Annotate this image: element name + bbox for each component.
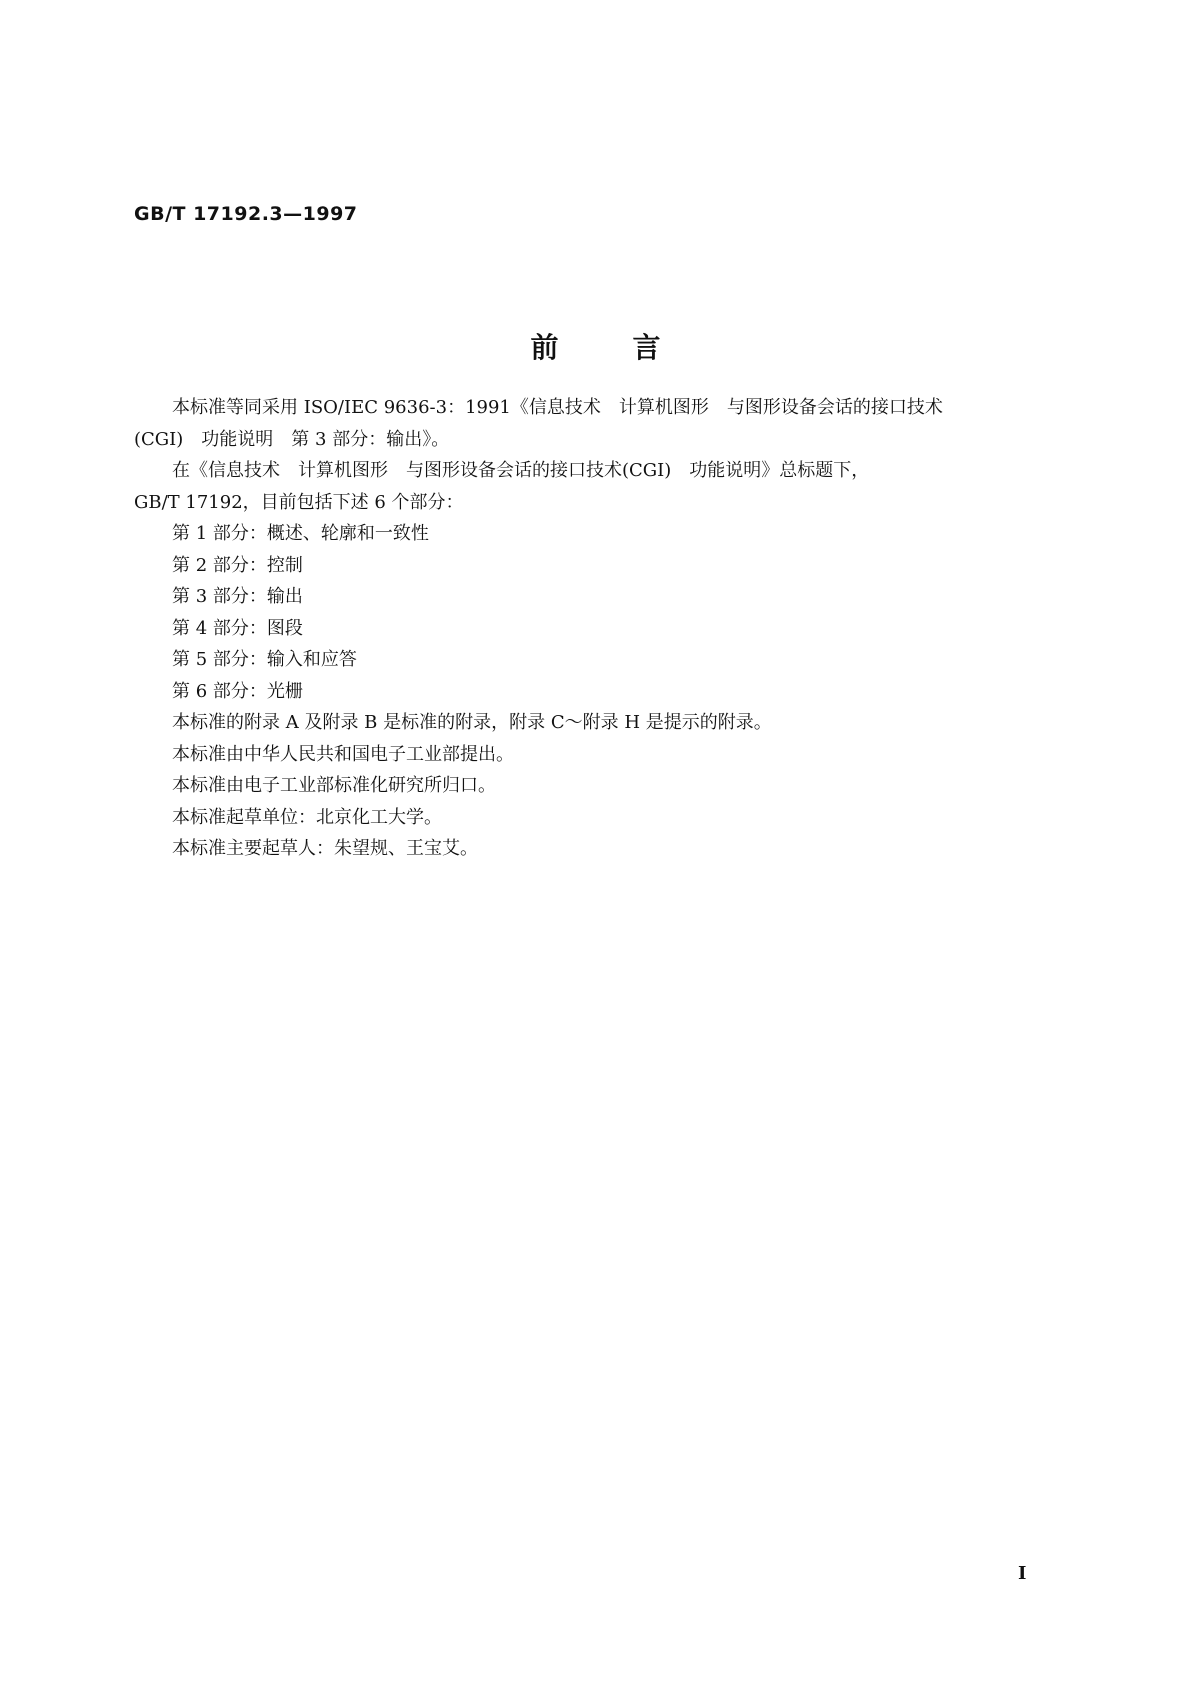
paragraph-managed: 本标准由电子工业部标准化研究所归口。	[172, 775, 496, 796]
list-item-part5: 第 5 部分：输入和应答	[172, 649, 357, 670]
list-item-part4: 第 4 部分：图段	[172, 617, 303, 639]
paragraph-appendix: 本标准的附录 A 及附录 B 是标准的附录，附录 C～附录 H 是提示的附录。	[172, 712, 772, 733]
paragraph-adoption-line1: 本标准等同采用 ISO/IEC 9636-3：1991《信息技术 计算机图形 与图形设备会话的接口技术	[172, 397, 943, 418]
page-title: 前言	[530, 331, 735, 364]
paragraph-series-line1: 在《信息技术 计算机图形 与图形设备会话的接口技术(CGI) 功能说明》总标题下，	[172, 460, 870, 481]
paragraph-adoption	[134, 392, 1065, 455]
paragraph-series-line2: GB/T 17192，目前包括下述 6 个部分：	[134, 491, 464, 513]
list-item-part6: 第 6 部分：光栅	[172, 680, 303, 702]
paragraph-proposed: 本标准由中华人民共和国电子工业部提出。	[172, 743, 514, 765]
standard-number: GB/T 17192.3—1997	[134, 203, 358, 225]
paragraph-adoption-line2: (CGI) 功能说明 第 3 部分：输出》。	[134, 428, 450, 450]
list-item-part2: 第 2 部分：控制	[172, 554, 303, 576]
paragraph-drafters: 本标准主要起草人：朱望规、王宝艾。	[172, 838, 478, 859]
list-item-part1: 第 1 部分：概述、轮廓和一致性	[172, 523, 429, 544]
paragraph-drafting-unit: 本标准起草单位：北京化工大学。	[172, 806, 442, 828]
foreword-body	[134, 392, 1065, 865]
paragraph-series	[134, 455, 1065, 518]
page-number: I	[1018, 1563, 1027, 1584]
list-item-part3: 第 3 部分：输出	[172, 586, 303, 607]
